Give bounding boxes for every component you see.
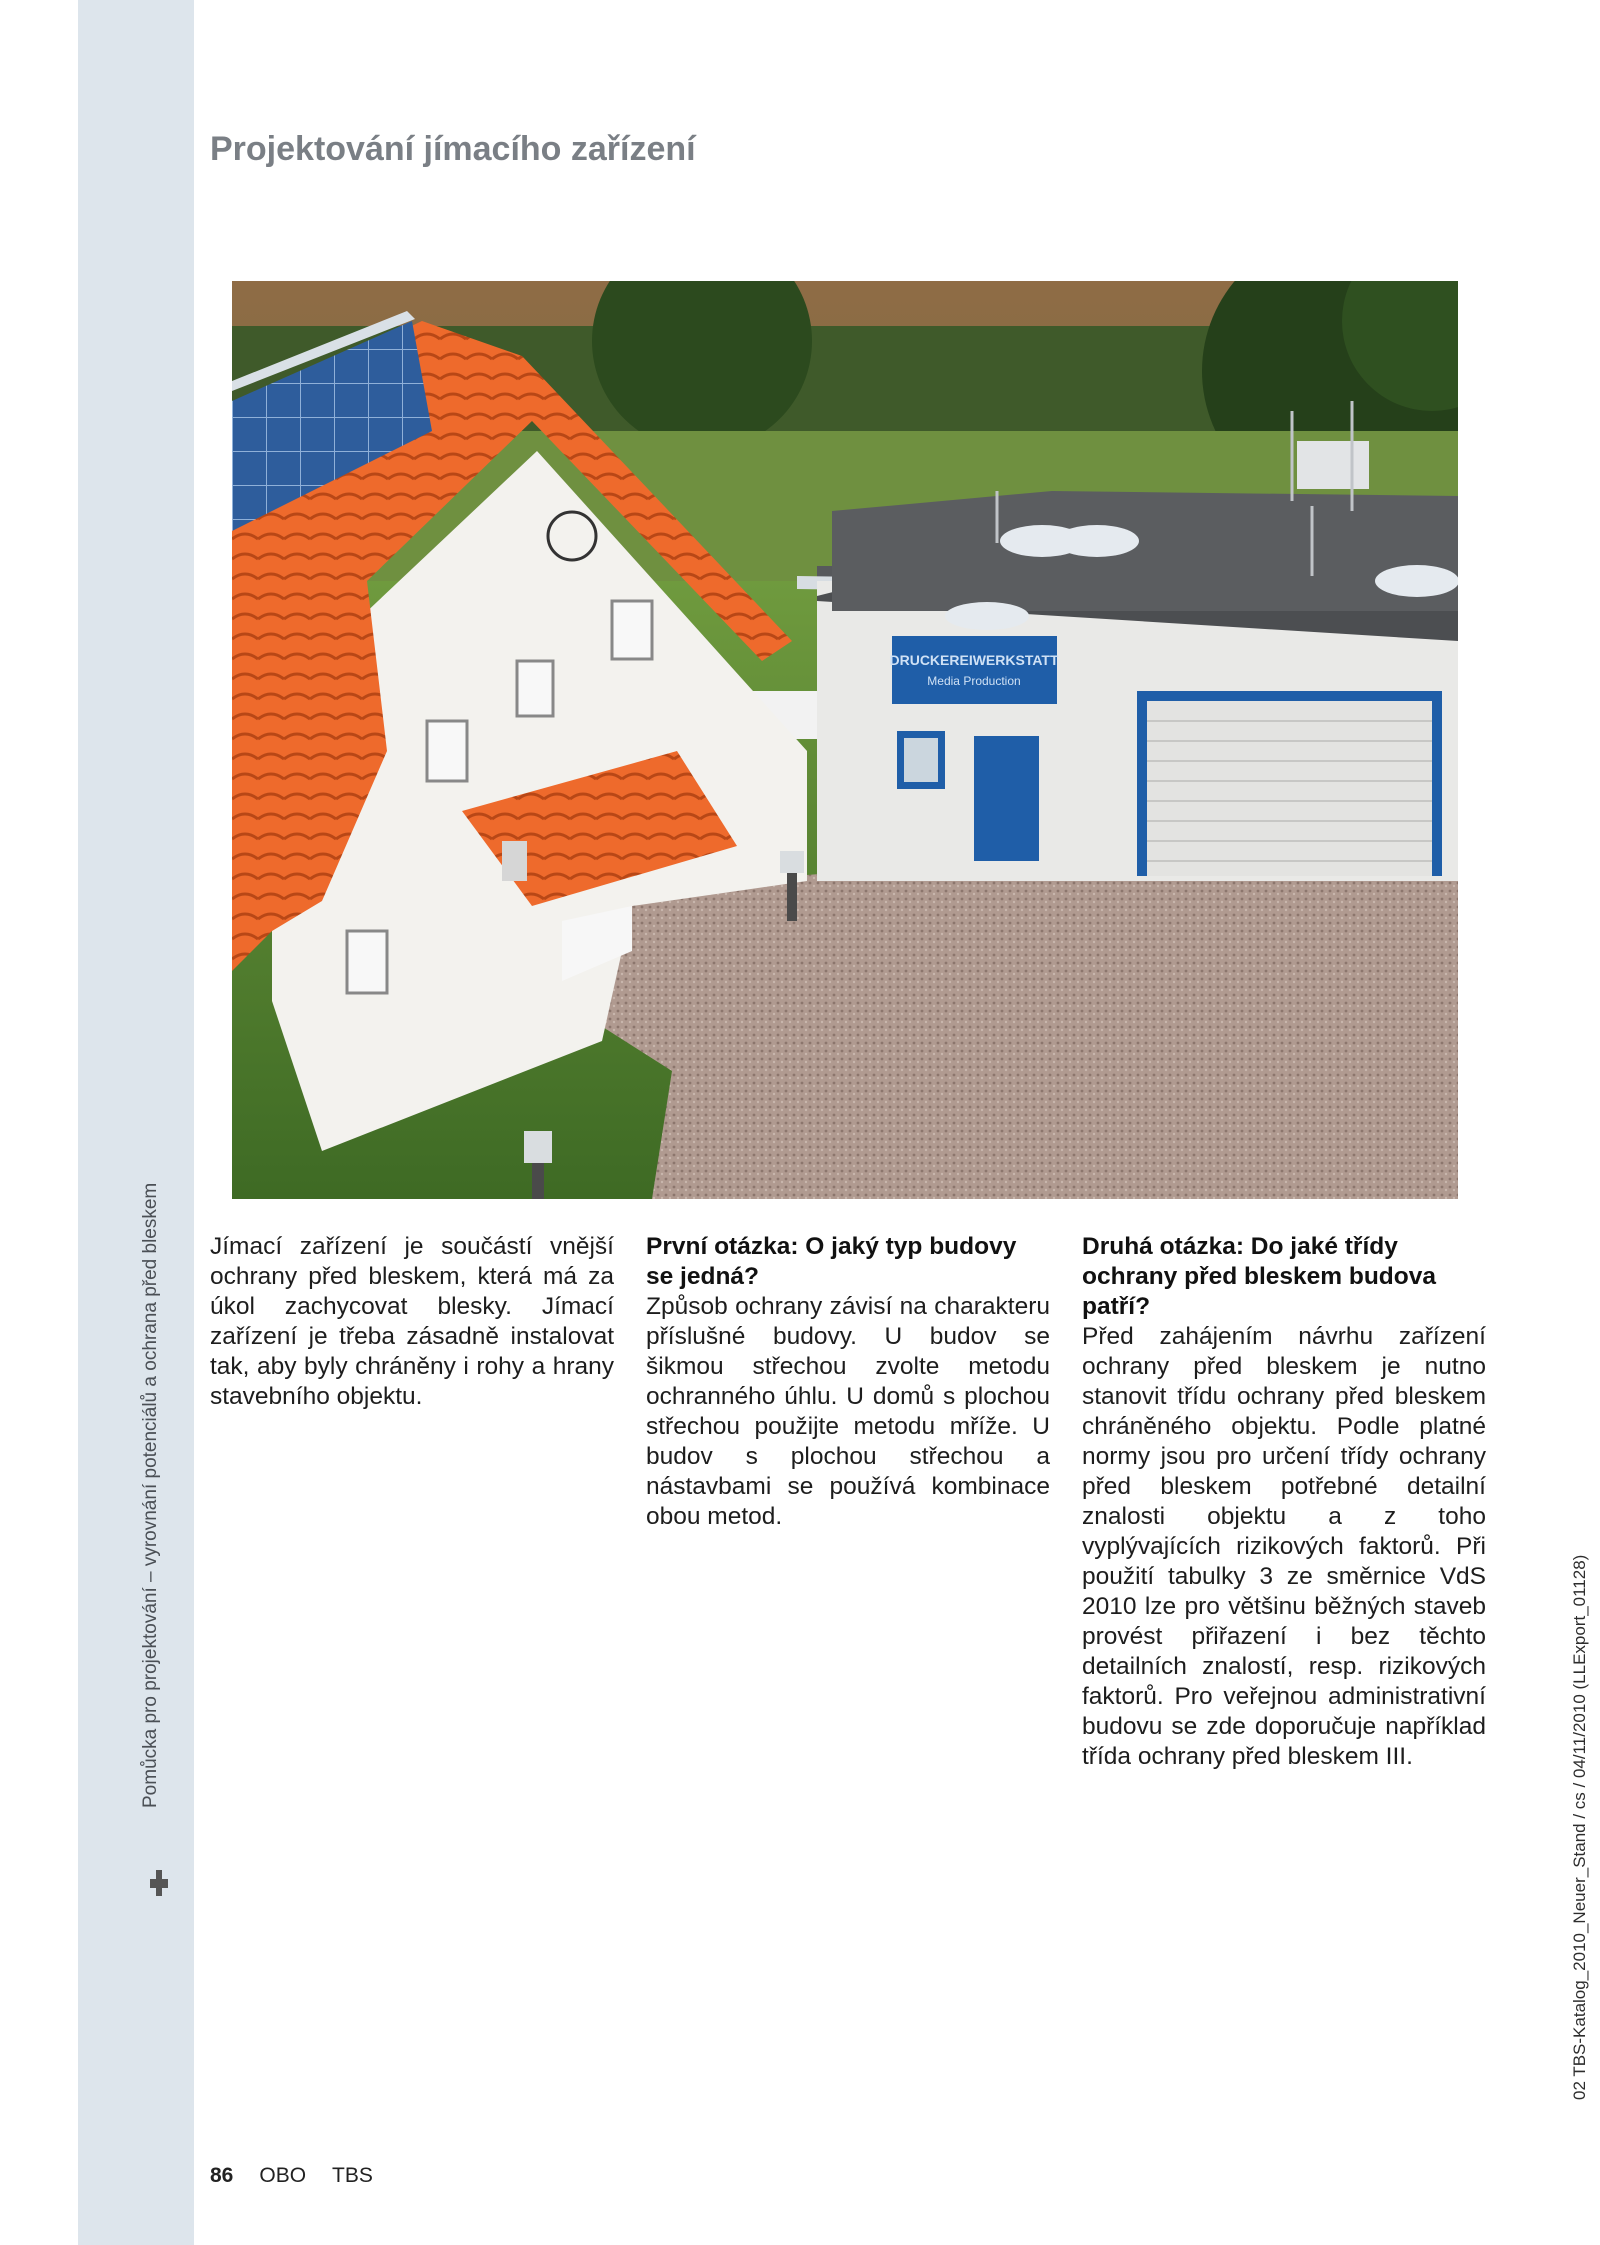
question-two-text: Před zahájením návrhu zařízení ochrany před bleskem je nutno stanovit třídu ochrany před bleskem chráněného objektu. Podle platné normy jsou pro určení třídy ochrany před bleskem potřebné detailní znalosti objektu a z toho vyplývajících rizikových faktorů. Při použití tabulky 3 ze směrnice VdS 2010 lze pro většinu běžných staveb provést přiřazení i bez těchto detailních znalostí, resp. rizikových faktorů. Pro veřejnou administrativní budovu se zde doporučuje například třída ochrany před bleskem III. — [1082, 1323, 1486, 1770]
question-two-heading: Druhá otázka: Do jaké třídy ochrany před bleskem budova patří? — [1082, 1233, 1436, 1320]
export-caption: 02 TBS-Katalog_2010_Neuer_Stand / cs / 04/11/2010 (LLExport_01128) — [1570, 1554, 1589, 2100]
side-caption: Pomůcka pro projektování – vyrovnání potenciálů a ochrana před bleskem — [140, 1182, 161, 1808]
brand-label: OBO — [259, 2164, 307, 2187]
series-label: TBS — [332, 2164, 373, 2187]
question-one-text: Způsob ochrany závisí na charakteru příslušné budovy. U budov se šikmou střechou zvolte metodu ochranného úhlu. U domů s plochou střechou použijte metodu mříže. U budov s plochou střechou a nástavbami se používá kombinace obou metod. — [646, 1293, 1050, 1530]
question-one-column — [646, 1232, 1050, 1532]
hero-illustration — [232, 281, 1458, 1199]
side-band — [78, 0, 194, 2245]
page-number: 86 — [210, 2164, 234, 2187]
page-footer — [210, 2164, 373, 2188]
intro-column — [210, 1232, 614, 1412]
question-two-column — [1082, 1232, 1486, 1772]
page-title: Projektování jímacího zařízení — [210, 130, 696, 168]
question-one-heading: První otázka: O jaký typ budovy se jedná? — [646, 1233, 1017, 1290]
sign-line2: Media Production — [927, 674, 1021, 688]
intro-text: Jímací zařízení je součástí vnější ochrany před bleskem, která má za úkol zachycovat blesky. Jímací zařízení je třeba zásadně instalovat tak, aby byly chráněny i rohy a hrany stavebního objektu. — [210, 1233, 614, 1410]
section-marker-icon — [150, 1870, 168, 1896]
sign-line1: DRUCKEREIWERKSTATT — [889, 652, 1059, 668]
